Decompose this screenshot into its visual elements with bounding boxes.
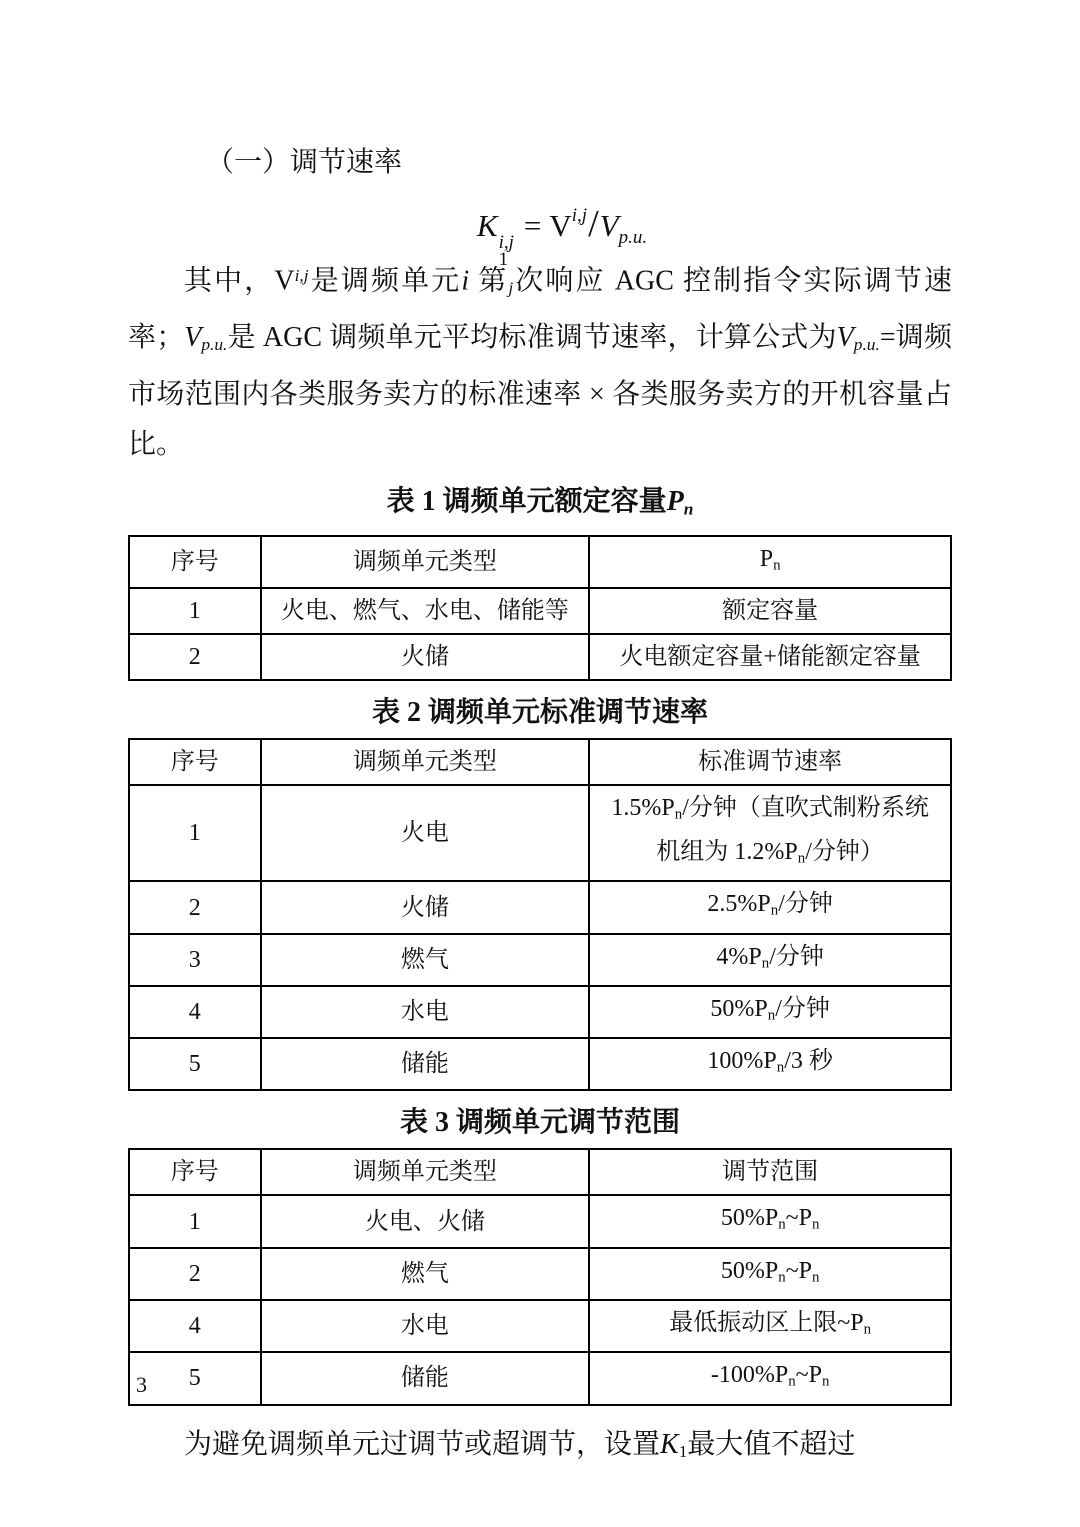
table-header-cell [261, 1149, 590, 1195]
text-segment: /分钟） [805, 839, 884, 866]
text-segment: p.u. [201, 335, 228, 355]
table-cell [589, 588, 951, 634]
formula [128, 187, 952, 270]
text-segment: ~P [785, 1205, 812, 1232]
section-heading [128, 143, 952, 183]
text-segment: V [274, 265, 295, 297]
formula-v-sup: i,j [571, 205, 588, 226]
text-segment: 火储 [400, 894, 449, 921]
text-segment: i,j [294, 266, 309, 285]
text-segment: 燃气 [400, 1260, 449, 1287]
table-cell [261, 934, 590, 986]
text-segment: /分钟 [775, 995, 830, 1022]
text-segment: 火电 [400, 820, 449, 847]
text-segment: n [683, 499, 694, 519]
table-cell [589, 934, 951, 986]
formula-k-sub: 1 [498, 249, 509, 270]
table-cell [589, 1300, 951, 1352]
text-segment: p.u. [853, 335, 880, 355]
text-segment: 表 1 调频单元额定容量 [386, 486, 667, 518]
text-segment: K [660, 1428, 679, 1460]
table-cell [589, 634, 951, 680]
text-segment: V [184, 322, 202, 354]
text-segment: 2.5%P [707, 891, 771, 918]
text-segment: 调频单元类型 [352, 1159, 497, 1186]
table-cell [129, 1300, 261, 1352]
text-segment: 水电 [400, 999, 449, 1026]
formula-k-base: K [476, 208, 498, 243]
table-1 [128, 535, 952, 681]
formula-slash: / [588, 203, 599, 245]
formula-equals: = [523, 208, 542, 243]
text-segment: V [836, 322, 854, 354]
table-cell [589, 1352, 951, 1404]
text-segment: -100%P [710, 1362, 789, 1389]
table-row [129, 588, 951, 634]
table-row [129, 1195, 951, 1247]
text-segment: n [773, 556, 781, 573]
table-cell [589, 986, 951, 1038]
text-segment: n [767, 1007, 776, 1024]
text-segment: 5 [188, 1051, 201, 1078]
table-cell [261, 588, 590, 634]
formula-k-sup: i,j [498, 232, 514, 253]
text-segment: P [666, 486, 684, 518]
text-segment: 4 [188, 1313, 201, 1340]
text-segment: 1 [188, 1208, 201, 1235]
table-cell [129, 1352, 261, 1404]
text-segment: 标准调节速率 [698, 748, 843, 775]
table-cell [589, 1038, 951, 1090]
paragraph-intro [128, 251, 952, 470]
text-segment: 燃气 [400, 946, 449, 973]
text-segment: /3 秒 [784, 1048, 833, 1075]
table-header-cell [129, 536, 261, 588]
text-segment: 1 [188, 597, 201, 624]
text-segment: 2 [188, 1260, 201, 1287]
text-segment: 100%P [707, 1048, 777, 1075]
table-header-cell [261, 739, 590, 785]
text-segment: 50%P [720, 1257, 779, 1284]
table-cell [261, 1195, 590, 1247]
text-segment: /分钟（直吹式制粉系统机组为 1.2%P [656, 794, 929, 866]
text-segment: 火电、燃气、水电、储能等 [280, 597, 569, 624]
table-2-grid [128, 738, 952, 1092]
table-cell [129, 588, 261, 634]
text-segment: =调频市场范围内各类服务卖方的标准速率 × 各类服务卖方的开机容量占比。 [128, 322, 952, 461]
table-header-row [129, 536, 951, 588]
text-segment: P [759, 545, 774, 572]
formula-expression [476, 203, 648, 270]
text-segment: 储能 [400, 1365, 449, 1392]
text-segment: 额定容量 [722, 597, 819, 624]
text-segment: /分钟 [778, 891, 833, 918]
table-cell [261, 1038, 590, 1090]
table-cell [129, 1038, 261, 1090]
table-cell [129, 934, 261, 986]
text-segment: 火电、火储 [364, 1208, 485, 1235]
text-segment: n [674, 806, 683, 823]
formula-vpu-base: V [599, 208, 619, 243]
text-segment: 序号 [170, 748, 219, 775]
text-segment: n [776, 1059, 785, 1076]
text-segment: 调频单元类型 [352, 748, 497, 775]
text-segment: n [770, 902, 779, 919]
text-segment: 最低振动区上限~P [669, 1310, 864, 1337]
text-segment: n [761, 954, 770, 971]
table-row [129, 986, 951, 1038]
table-cell [589, 881, 951, 933]
table-cell [129, 1248, 261, 1300]
formula-vpu-sub: p.u. [618, 227, 648, 248]
text-segment: （一）调节速率 [206, 147, 403, 178]
table-2-title [128, 693, 952, 733]
text-segment: i [461, 265, 470, 297]
table-row [129, 881, 951, 933]
table-3-grid [128, 1148, 952, 1405]
text-segment: 表 3 调频单元调节范围 [399, 1107, 680, 1139]
table-row [129, 1300, 951, 1352]
text-segment: 序号 [170, 1159, 219, 1186]
text-segment: 为避免调频单元过调节或超调节，设置 [184, 1428, 661, 1460]
table-cell [589, 785, 951, 882]
table-header-cell [261, 536, 590, 588]
text-segment: 1 [188, 820, 201, 847]
text-segment: ~P [785, 1257, 812, 1284]
text-segment: 1.5%P [611, 794, 675, 821]
text-segment: n [778, 1216, 786, 1233]
text-segment: n [812, 1269, 820, 1286]
text-segment: j [508, 278, 514, 298]
text-segment: 是调频单元 [308, 265, 462, 297]
paragraph-closing [128, 1420, 952, 1477]
table-cell [589, 1195, 951, 1247]
text-segment: n [788, 1373, 796, 1390]
text-segment: 水电 [400, 1313, 449, 1340]
table-3-title [128, 1103, 952, 1143]
table-row [129, 1038, 951, 1090]
text-segment: n [797, 850, 806, 867]
text-segment: ~P [795, 1362, 822, 1389]
table-row [129, 1248, 951, 1300]
text-segment: 4%P [716, 943, 762, 970]
text-segment: n [822, 1373, 830, 1390]
table-header-row [129, 739, 951, 785]
text-segment: 3 [188, 946, 201, 973]
text-segment: 2 [188, 643, 201, 670]
table-cell [129, 881, 261, 933]
text-segment: 第 [469, 265, 509, 297]
table-cell [261, 634, 590, 680]
text-segment: 表 2 调频单元标准调节速率 [371, 696, 708, 728]
text-segment: 5 [188, 1365, 201, 1392]
text-segment: /分钟 [769, 943, 824, 970]
text-segment: 次响应 AGC 控制指令实际调节速率； [128, 265, 952, 354]
table-row [129, 1352, 951, 1404]
table-header-cell [129, 1149, 261, 1195]
formula-v-base: V [549, 208, 572, 243]
table-1-grid [128, 535, 952, 681]
table-header-row [129, 1149, 951, 1195]
table-cell [261, 986, 590, 1038]
text-segment: 最大值不超过 [687, 1428, 856, 1460]
text-segment: 4 [188, 999, 201, 1026]
text-segment: 调频单元类型 [352, 548, 497, 575]
text-segment: n [812, 1216, 820, 1233]
table-1-title [128, 482, 952, 529]
table-row [129, 934, 951, 986]
table-cell [261, 881, 590, 933]
table-header-cell [589, 739, 951, 785]
text-segment: 50%P [720, 1205, 779, 1232]
table-cell [129, 1195, 261, 1247]
table-cell [589, 1248, 951, 1300]
text-segment: 储能 [400, 1051, 449, 1078]
table-3 [128, 1148, 952, 1405]
page-number: 3 [136, 1372, 147, 1397]
table-cell [261, 1248, 590, 1300]
table-cell [129, 634, 261, 680]
text-segment: 1 [678, 1441, 688, 1461]
text-segment: 火储 [400, 643, 449, 670]
table-row [129, 785, 951, 882]
table-header-cell [589, 536, 951, 588]
text-segment: 序号 [170, 548, 219, 575]
text-segment: n [778, 1269, 786, 1286]
text-segment: 50%P [710, 995, 768, 1022]
text-segment: 2 [188, 894, 201, 921]
text-segment: 调节范围 [722, 1159, 819, 1186]
table-cell [129, 785, 261, 882]
table-2 [128, 738, 952, 1092]
table-row [129, 634, 951, 680]
text-segment: 其中， [184, 265, 275, 297]
table-cell [261, 1300, 590, 1352]
table-header-cell [589, 1149, 951, 1195]
table-cell [129, 986, 261, 1038]
table-cell [261, 785, 590, 882]
table-header-cell [129, 739, 261, 785]
text-segment: 火电额定容量+储能额定容量 [619, 643, 921, 670]
text-segment: n [863, 1321, 872, 1338]
text-segment: 是 AGC 调频单元平均标准调节速率，计算公式为 [227, 322, 837, 354]
table-cell [261, 1352, 590, 1404]
